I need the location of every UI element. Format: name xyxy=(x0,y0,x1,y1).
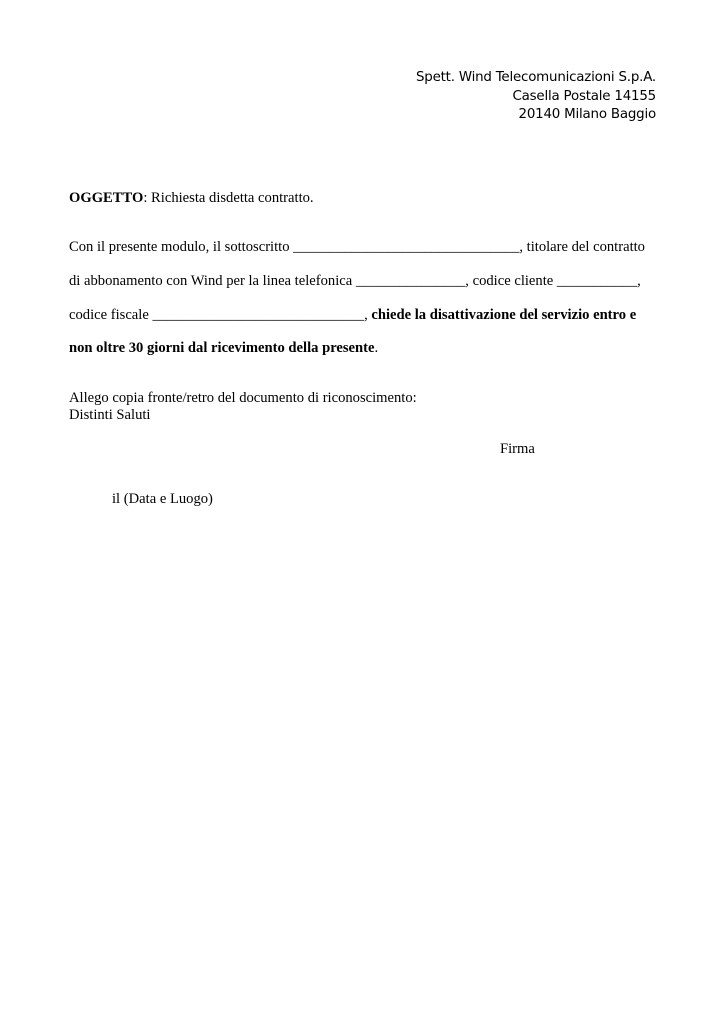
addressee-city: 20140 Milano Baggio xyxy=(518,107,656,122)
addressee-company: Spett. Wind Telecomunicazioni S.p.A. xyxy=(415,70,656,85)
closing-greeting: Distinti Saluti xyxy=(69,407,151,423)
addressee-block xyxy=(416,69,656,125)
request-deadline: non oltre 30 giorni dal ricevimento della presente xyxy=(69,340,375,356)
subject-line xyxy=(69,190,314,207)
paragraph-line-1: Con il presente modulo, il sottoscritto _______________________________, titolare del contratto xyxy=(69,239,645,255)
date-place-label: il (Data e Luogo) xyxy=(112,491,213,507)
subject-text: : Richiesta disdetta contratto. xyxy=(143,190,314,206)
paragraph-line-2: di abbonamento con Wind per la linea telefonica _______________, codice cliente ___________, xyxy=(69,273,641,289)
paragraph-line-3 xyxy=(69,307,636,324)
paragraph-line-3-text: codice fiscale _____________________________, xyxy=(69,307,372,323)
paragraph-period: . xyxy=(374,340,379,356)
request-statement: chiede la disattivazione del servizio entro e xyxy=(371,307,637,323)
addressee-po-box: Casella Postale 14155 xyxy=(512,88,656,104)
paragraph-line-4 xyxy=(69,340,378,357)
attachment-note: Allego copia fronte/retro del documento di riconoscimento: xyxy=(69,390,417,406)
subject-label: OGGETTO xyxy=(69,190,144,206)
signature-label: Firma xyxy=(500,441,535,457)
